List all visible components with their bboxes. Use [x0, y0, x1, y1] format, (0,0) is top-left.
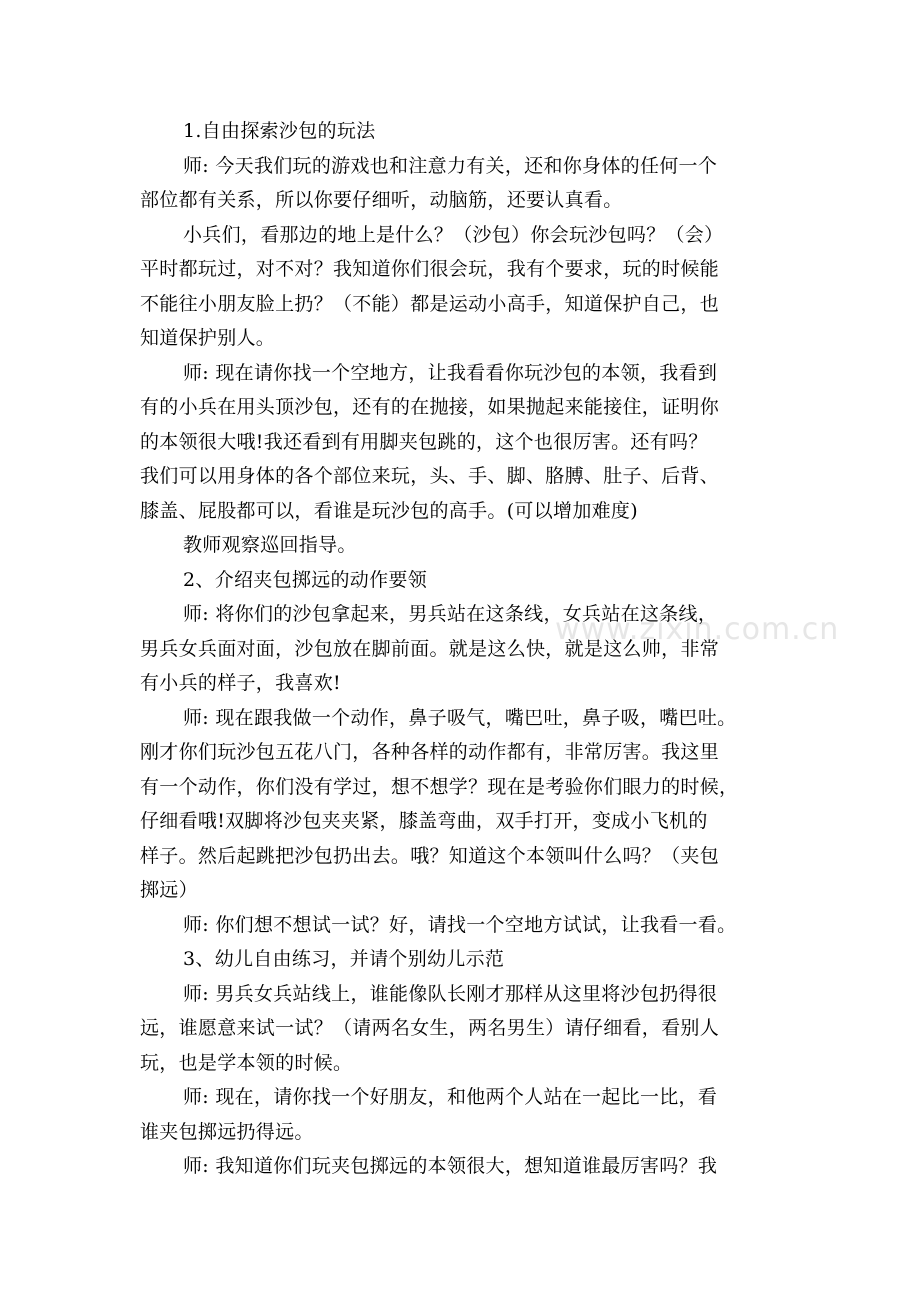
text-line: 部位都有关系，所以你要仔细听，动脑筋，还要认真看。: [140, 189, 623, 211]
watermark: www.zixin.com.cn: [555, 612, 840, 647]
text-line: 我们可以用身体的各个部位来玩，头、手、脚、胳膊、肚子、后背、: [140, 465, 720, 487]
text-line: 师: 现在，请你找一个好朋友，和他两个人站在一起比一比，看: [183, 1086, 718, 1108]
text-line: 的本领很大哦!我还看到有用脚夹包跳的，这个也很厉害。还有吗？: [140, 430, 708, 453]
text-line: 玩，也是学本领的时候。: [140, 1051, 353, 1074]
text-line: 教师观察巡回指导。: [183, 534, 357, 556]
text-line: 3、幼儿自由练习，并请个别幼儿示范: [183, 948, 505, 970]
text-line: 1.自由探索沙包的玩法: [183, 120, 376, 142]
text-line: 师: 将你们的沙包拿起来，男兵站在这条线，女兵站在这条线，: [183, 603, 718, 625]
text-line: 谁夹包掷远扔得远。: [140, 1120, 314, 1143]
text-line: 2、介绍夹包掷远的动作要领: [183, 568, 427, 591]
text-line: 知道保护别人。: [140, 327, 276, 349]
text-line: 师: 现在请你找一个空地方，让我看看你玩沙包的本领，我看到: [183, 361, 718, 384]
text-line: 有一个动作，你们没有学过，想不想学？现在是考验你们眼力的时候，: [140, 775, 739, 798]
text-line: 有小兵的样子，我喜欢!: [140, 672, 341, 694]
text-line: 平时都玩过，对不对？我知道你们很会玩，我有个要求，玩的时候能: [140, 258, 720, 280]
text-line: 仔细看哦!双脚将沙包夹夹紧，膝盖弯曲，双手打开，变成小飞机的: [140, 810, 708, 832]
text-line: 掷远）: [140, 879, 198, 901]
text-line: 师: 你们想不想试一试？好，请找一个空地方试试，让我看一看。: [183, 913, 737, 936]
text-line: 师: 今天我们玩的游戏也和注意力有关，还和你身体的任何一个: [183, 154, 718, 177]
text-line: 小兵们，看那边的地上是什么？（沙包）你会玩沙包吗？（会）: [183, 223, 724, 246]
text-line: 男兵女兵面对面，沙包放在脚前面。就是这么快，就是这么帅，非常: [140, 637, 720, 660]
text-line: 师: 现在跟我做一个动作，鼻子吸气，嘴巴吐，鼻子吸，嘴巴吐。: [183, 706, 737, 729]
text-line: 远，谁愿意来试一试？（请两名女生，两名男生）请仔细看，看别人: [140, 1017, 720, 1039]
text-line: 刚才你们玩沙包五花八门，各种各样的动作都有，非常厉害。我这里: [140, 741, 720, 763]
text-line: 师: 男兵女兵站线上，谁能像队长刚才那样从这里将沙包扔得很: [183, 982, 718, 1005]
document-body: [140, 114, 800, 1184]
text-line: 膝盖、屁股都可以，看谁是玩沙包的高手。(可以增加难度): [140, 499, 638, 522]
text-line: 样子。然后起跳把沙包扔出去。哦？知道这个本领叫什么吗？（夹包: [140, 844, 720, 867]
text-line: 不能往小朋友脸上扔？（不能）都是运动小高手，知道保护自己，也: [140, 292, 720, 315]
text-line: 有的小兵在用头顶沙包，还有的在抛接，如果抛起来能接住，证明你: [140, 396, 720, 418]
text-line: 师: 我知道你们玩夹包掷远的本领很大，想知道谁最厉害吗？我: [183, 1155, 718, 1177]
